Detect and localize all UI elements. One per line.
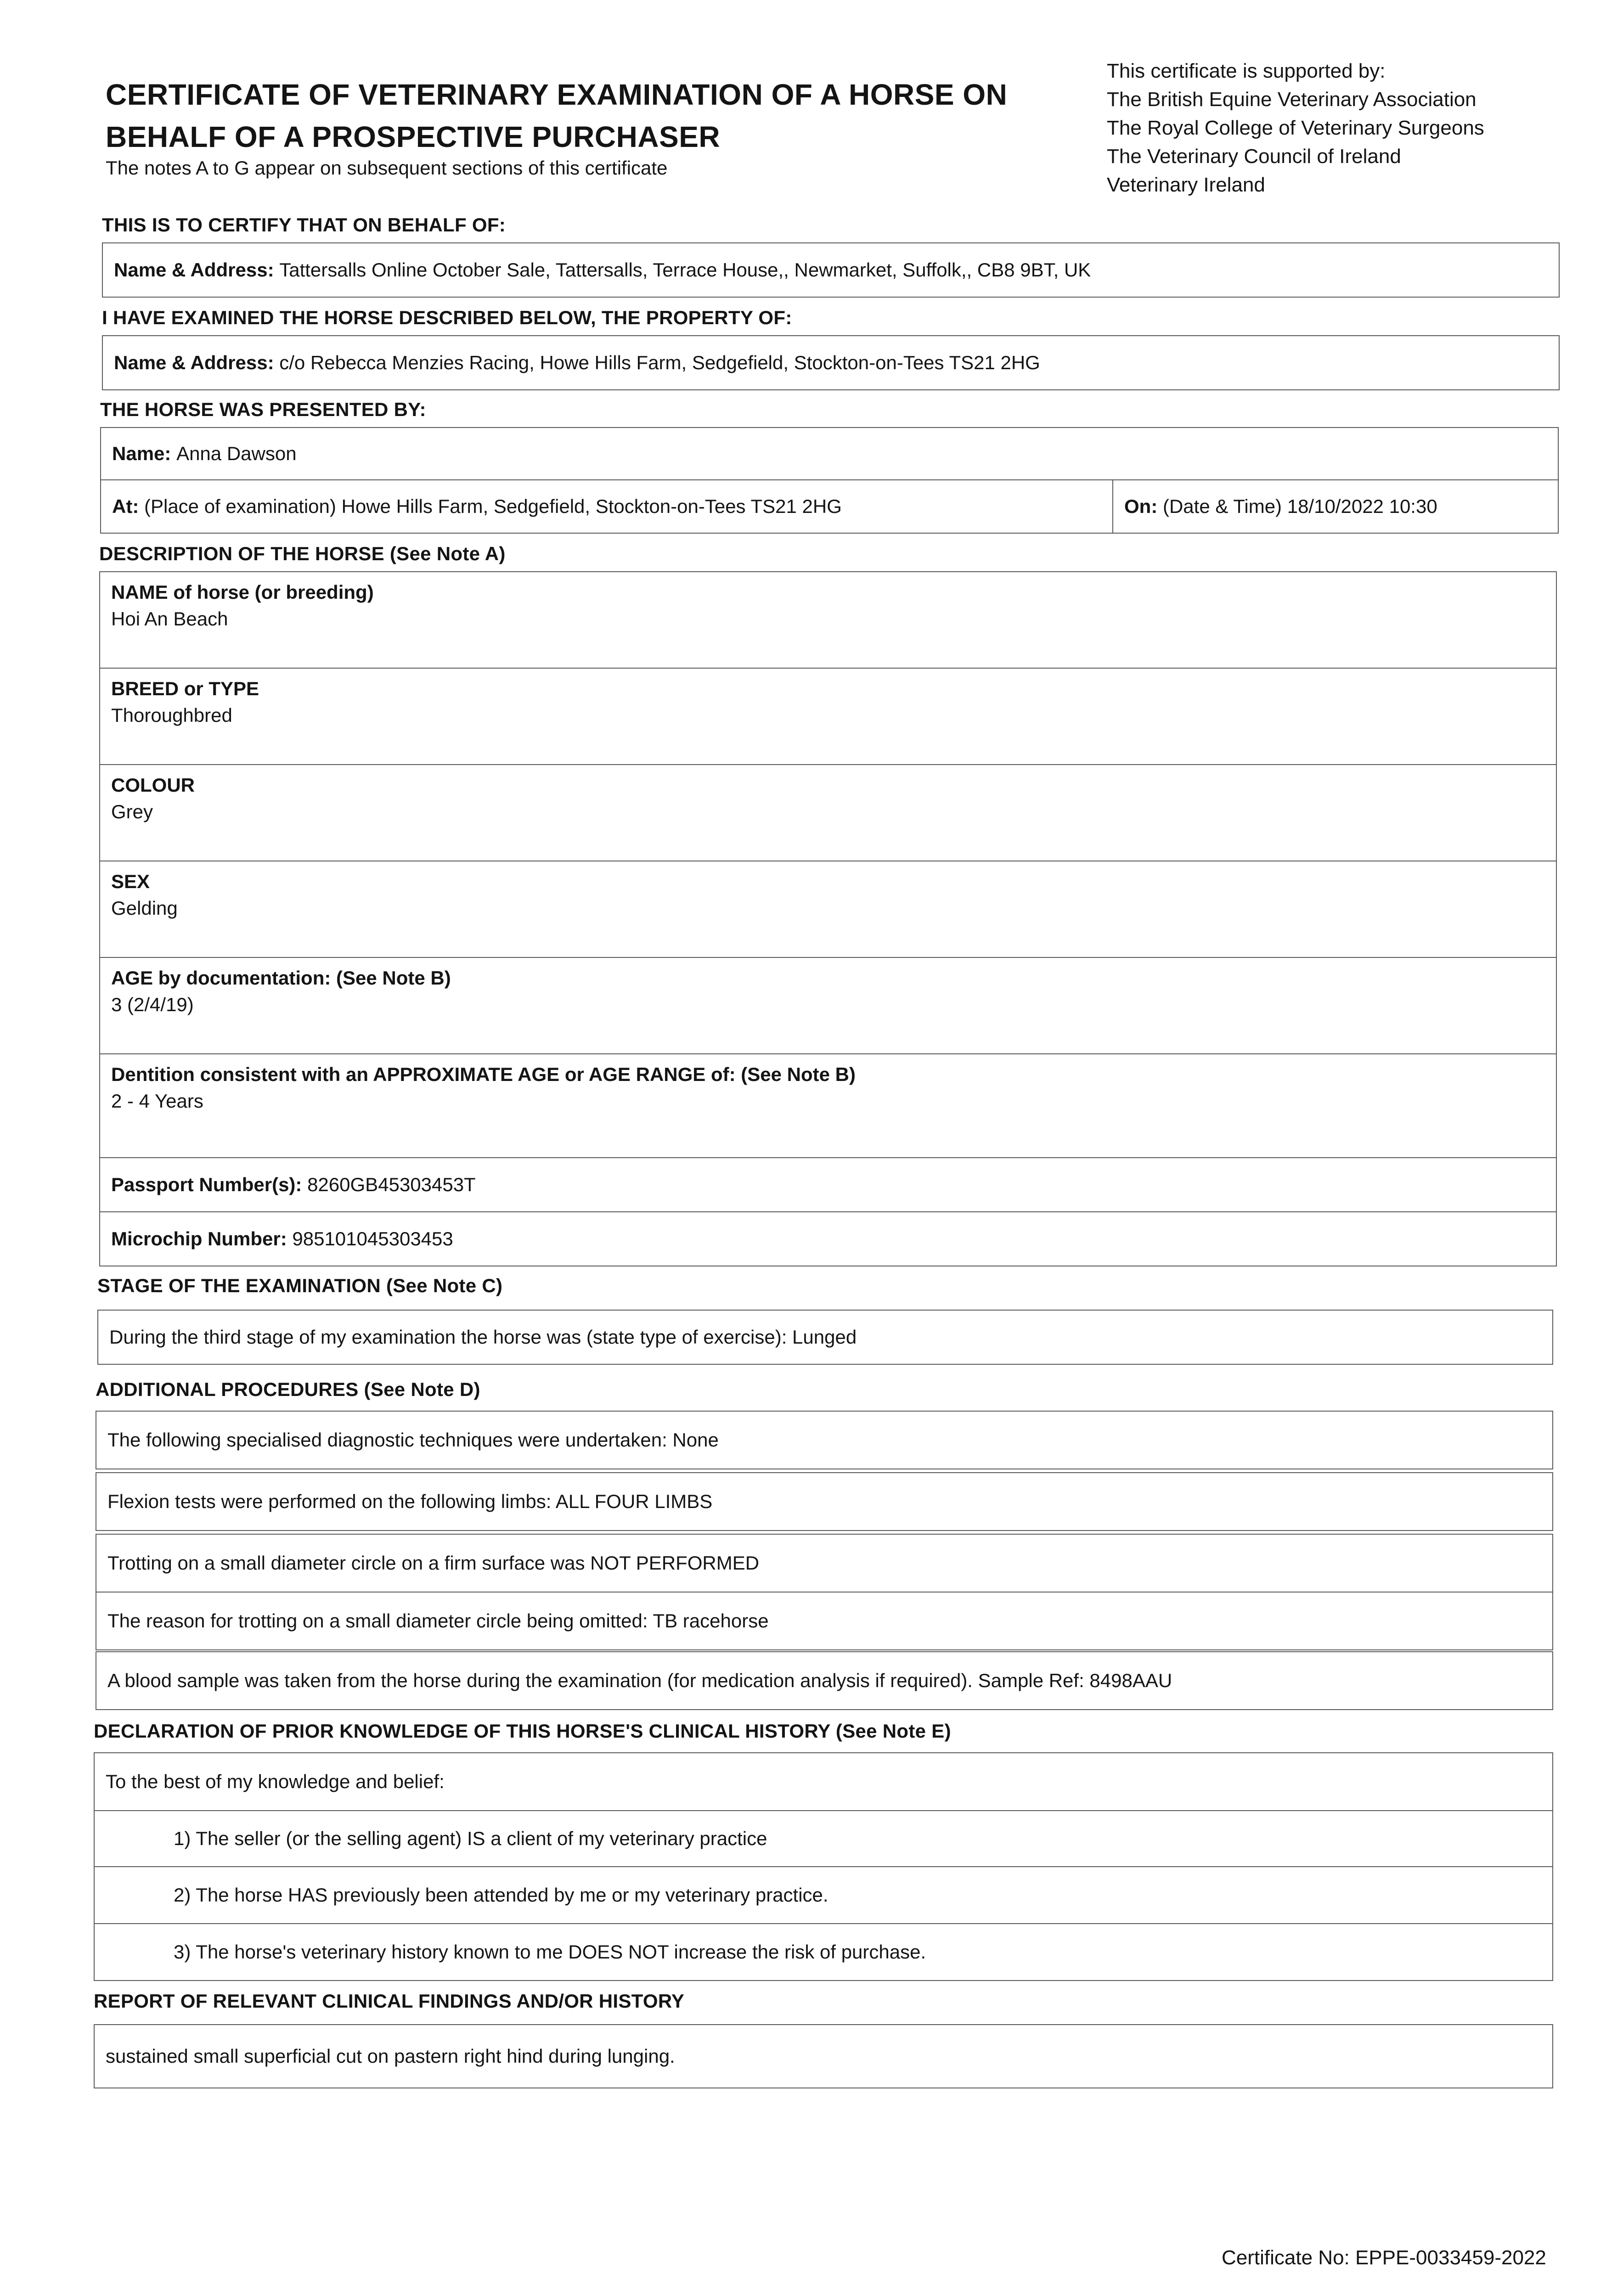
breed-value: Thoroughbred	[111, 704, 232, 726]
presented-name-label: Name:	[112, 443, 171, 464]
report-box	[94, 2024, 1553, 2088]
supporter-item: The Veterinary Council of Ireland	[1107, 145, 1401, 168]
declaration-text: 2) The horse HAS previously been attended by me or my veterinary practice.	[174, 1884, 828, 1906]
date-value: (Date & Time) 18/10/2022 10:30	[1162, 495, 1437, 517]
description-field	[99, 571, 1557, 669]
stage-box	[97, 1310, 1553, 1365]
procedure-text: The reason for trotting on a small diameter circle being omitted: TB racehorse	[107, 1610, 769, 1632]
description-field	[99, 764, 1557, 861]
microchip-label: Microchip Number:	[111, 1228, 287, 1249]
description-field	[99, 1053, 1557, 1158]
procedure-line	[96, 1472, 1553, 1531]
procedure-line	[96, 1534, 1553, 1593]
description-field	[99, 957, 1557, 1054]
declaration-heading: DECLARATION OF PRIOR KNOWLEDGE OF THIS HORSE'S CLINICAL HISTORY (See Note E)	[94, 1720, 951, 1742]
declaration-text: 1) The seller (or the selling agent) IS a client of my veterinary practice	[174, 1828, 767, 1849]
property-label: Name & Address:	[114, 352, 274, 373]
colour-value: Grey	[111, 801, 153, 822]
certificate-subtitle: The notes A to G appear on subsequent sections of this certificate	[106, 157, 668, 179]
microchip-box	[99, 1211, 1557, 1266]
report-heading: REPORT OF RELEVANT CLINICAL FINDINGS AND/OR HISTORY	[94, 1990, 685, 2012]
procedure-line	[96, 1411, 1553, 1469]
place-box	[100, 479, 1113, 534]
passport-label: Passport Number(s):	[111, 1174, 302, 1195]
procedures-heading: ADDITIONAL PROCEDURES (See Note D)	[96, 1379, 480, 1400]
presented-heading: THE HORSE WAS PRESENTED BY:	[100, 399, 426, 420]
supporter-item: The Royal College of Veterinary Surgeons	[1107, 117, 1484, 139]
age-label: AGE by documentation: (See Note B)	[111, 967, 451, 989]
passport-value: 8260GB45303453T	[307, 1174, 476, 1195]
place-label: At:	[112, 495, 139, 517]
breed-label: BREED or TYPE	[111, 678, 259, 699]
stage-heading: STAGE OF THE EXAMINATION (See Note C)	[97, 1275, 503, 1296]
colour-label: COLOUR	[111, 774, 195, 796]
date-box	[1112, 479, 1559, 534]
sex-value: Gelding	[111, 897, 178, 919]
property-heading: I HAVE EXAMINED THE HORSE DESCRIBED BELOW, THE PROPERTY OF:	[102, 307, 792, 328]
certificate-number: Certificate No: EPPE-0033459-2022	[1222, 2246, 1546, 2269]
procedure-text: The following specialised diagnostic techniques were undertaken: None	[107, 1429, 719, 1451]
supporters-heading: This certificate is supported by:	[1107, 60, 1386, 82]
procedure-text: Trotting on a small diameter circle on a firm surface was NOT PERFORMED	[107, 1552, 760, 1574]
presented-name-box	[100, 427, 1559, 480]
dentition-label: Dentition consistent with an APPROXIMATE AGE or AGE RANGE of: (See Note B)	[111, 1064, 856, 1085]
behalf-heading: THIS IS TO CERTIFY THAT ON BEHALF OF:	[102, 214, 506, 236]
dentition-value: 2 - 4 Years	[111, 1090, 203, 1112]
report-text: sustained small superficial cut on pastern right hind during lunging.	[106, 2045, 675, 2067]
certificate-title: CERTIFICATE OF VETERINARY EXAMINATION OF A HORSE ON BEHALF OF A PROSPECTIVE PURCHASER	[106, 78, 1008, 153]
microchip-value: 985101045303453	[292, 1228, 453, 1249]
supporter-item: Veterinary Ireland	[1107, 174, 1265, 196]
declaration-intro: To the best of my knowledge and belief:	[106, 1771, 445, 1792]
stage-text: During the third stage of my examination the horse was (state type of exercise): Lunged	[109, 1326, 857, 1348]
declaration-intro-box	[94, 1752, 1553, 1811]
place-value: (Place of examination) Howe Hills Farm, Sedgefield, Stockton-on-Tees TS21 2HG	[144, 495, 842, 517]
behalf-box	[102, 242, 1560, 298]
description-heading: DESCRIPTION OF THE HORSE (See Note A)	[99, 543, 506, 564]
declaration-text: 3) The horse's veterinary history known to me DOES NOT increase the risk of purchase.	[174, 1941, 926, 1963]
supporter-item: The British Equine Veterinary Association	[1107, 88, 1476, 111]
procedure-line	[96, 1651, 1553, 1710]
presented-name-value: Anna Dawson	[176, 443, 297, 464]
procedure-text: A blood sample was taken from the horse during the examination (for medication analysis if required). Sample Ref: 8498AAU	[107, 1670, 1172, 1691]
procedure-line	[96, 1592, 1553, 1650]
declaration-item	[94, 1810, 1553, 1867]
horse-name-value: Hoi An Beach	[111, 608, 228, 630]
passport-box	[99, 1157, 1557, 1212]
age-value: 3 (2/4/19)	[111, 994, 194, 1015]
declaration-item	[94, 1866, 1553, 1924]
procedure-text: Flexion tests were performed on the following limbs: ALL FOUR LIMBS	[107, 1491, 713, 1512]
property-box	[102, 335, 1560, 390]
property-value: c/o Rebecca Menzies Racing, Howe Hills Farm, Sedgefield, Stockton-on-Tees TS21 2HG	[279, 352, 1040, 373]
description-field	[99, 861, 1557, 958]
behalf-label: Name & Address:	[114, 259, 274, 281]
behalf-value: Tattersalls Online October Sale, Tattersalls, Terrace House,, Newmarket, Suffolk,, CB8 9BT, UK	[279, 259, 1091, 281]
description-field	[99, 668, 1557, 765]
date-label: On:	[1124, 495, 1158, 517]
horse-name-label: NAME of horse (or breeding)	[111, 581, 374, 603]
declaration-item	[94, 1923, 1553, 1981]
supporters-block	[1107, 57, 1484, 199]
sex-label: SEX	[111, 871, 150, 892]
